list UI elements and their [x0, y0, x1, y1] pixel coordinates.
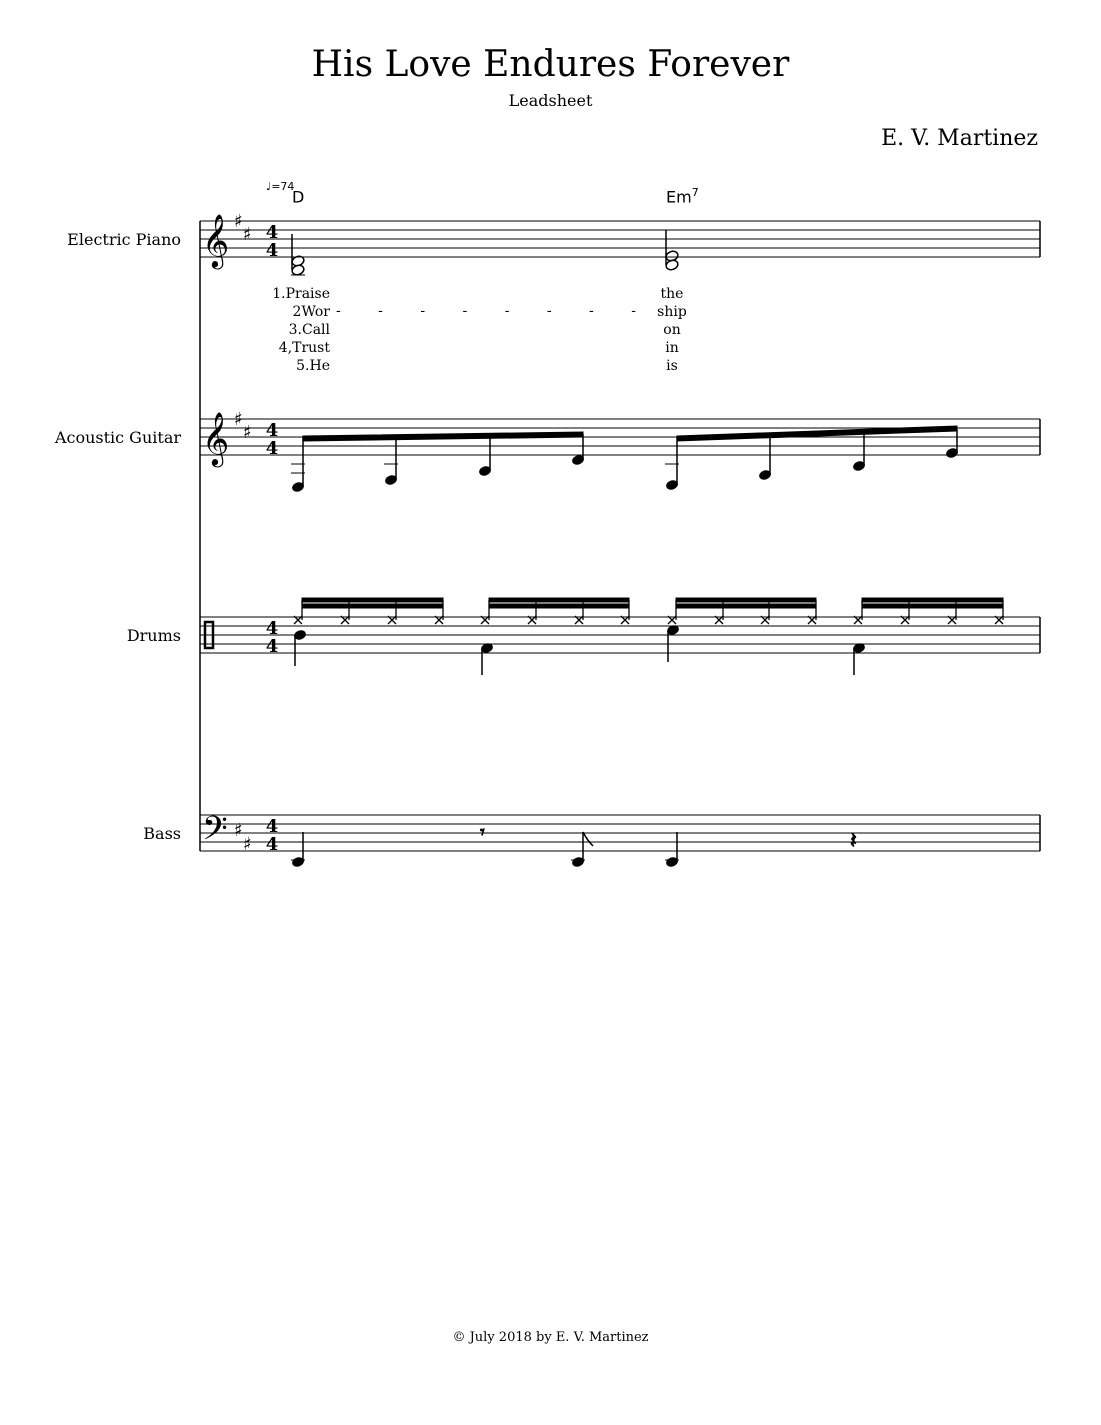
time-signature-bottom: 4 — [265, 636, 279, 657]
instrument-label-bass: Bass — [143, 824, 181, 843]
lyric-syllable: ship — [657, 304, 687, 320]
sharp-icon: ♯ — [234, 820, 243, 841]
eighth-beam — [303, 432, 583, 441]
time-signature-bottom: 4 — [265, 834, 279, 855]
electric-piano-notes — [291, 230, 679, 276]
eighth-rest-icon: 𝄾 — [480, 822, 485, 843]
time-signature-bottom: 4 — [265, 438, 279, 459]
staff-bass — [200, 815, 1040, 851]
sharp-icon: ♯ — [243, 422, 252, 443]
score-title: His Love Endures Forever — [311, 44, 790, 85]
sixteenth-beam — [302, 598, 443, 602]
staff-drums — [200, 617, 1040, 653]
time-signature-bottom: 4 — [265, 240, 279, 261]
time-signature-top: 4 — [265, 618, 279, 639]
score-subtitle: Leadsheet — [508, 91, 593, 110]
instrument-label-acoustic-guitar: Acoustic Guitar — [54, 428, 181, 447]
lyric-syllable: 4,Trust — [278, 340, 330, 356]
composer-name: E. V. Martinez — [881, 126, 1038, 151]
lyric-syllable: 1.Praise — [272, 286, 330, 302]
sixteenth-beam — [302, 604, 443, 608]
sixteenth-beam — [489, 598, 629, 602]
sixteenth-beam — [676, 598, 816, 602]
eighth-flag — [583, 832, 593, 846]
sixteenth-beam — [676, 604, 816, 608]
lyric-hyphen: - — [420, 303, 426, 319]
chord-root: D — [292, 187, 305, 207]
staff-electric-piano — [200, 221, 1040, 257]
bass-notes — [291, 822, 857, 868]
lyric-syllable: 2Wor — [292, 304, 330, 320]
time-signature-top: 4 — [265, 816, 279, 837]
half-note-head — [665, 250, 679, 263]
time-signature-top: 4 — [265, 222, 279, 243]
lyric-syllable: in — [665, 340, 679, 356]
lyric-syllable: 5.He — [296, 358, 330, 374]
lyric-hyphen: - — [504, 303, 510, 319]
copyright-notice: © July 2018 by E. V. Martinez — [452, 1330, 649, 1345]
sharp-icon: ♯ — [234, 409, 243, 430]
sixteenth-beam — [489, 604, 629, 608]
drum-notes — [293, 598, 1003, 675]
sharp-icon: ♯ — [243, 224, 252, 245]
lyric-syllable: the — [660, 286, 684, 302]
instrument-label-electric-piano: Electric Piano — [67, 230, 181, 249]
lyric-hyphen: - — [462, 303, 468, 319]
lyric-syllable: on — [663, 322, 681, 338]
lyric-syllable: 3.Call — [288, 322, 330, 338]
sixteenth-beam — [862, 604, 1003, 608]
sharp-icon: ♯ — [243, 834, 252, 855]
lyric-hyphen: - — [631, 303, 636, 319]
lyric-syllable: is — [666, 358, 678, 374]
acoustic-guitar-notes — [291, 426, 959, 493]
sixteenth-beam — [862, 598, 1003, 602]
treble-clef-icon: 𝄞 — [202, 411, 230, 465]
lyric-hyphen: - — [589, 303, 594, 319]
treble-clef-icon: 𝄞 — [202, 213, 230, 267]
quarter-rest-icon: 𝄽 — [850, 829, 857, 854]
time-signature-top: 4 — [265, 420, 279, 441]
lyric-hyphen: - — [336, 303, 341, 319]
sharp-icon: ♯ — [234, 211, 243, 232]
instrument-label-drums: Drums — [126, 626, 181, 645]
lyric-hyphen: - — [546, 303, 552, 319]
tempo-value: =74 — [271, 180, 295, 193]
chord-extension: 7 — [691, 186, 699, 199]
bass-clef-icon: 𝄢 — [202, 810, 228, 856]
quarter-note-icon: ♩ — [266, 180, 272, 193]
lyric-hyphen: - — [378, 303, 383, 319]
chord-root: Em — [666, 187, 692, 207]
